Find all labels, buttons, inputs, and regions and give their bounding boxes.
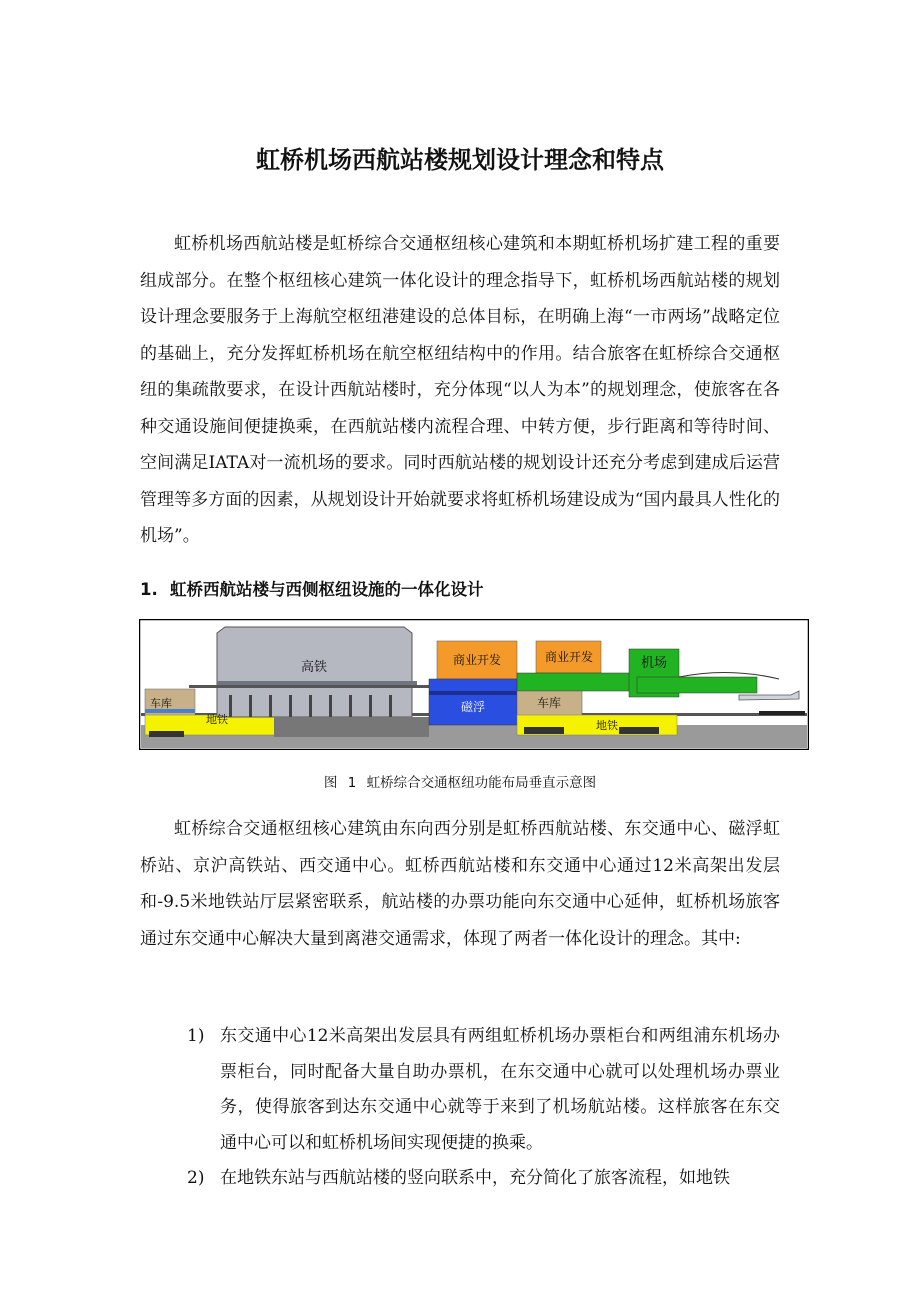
apron-line xyxy=(759,711,805,715)
label-hsr: 高铁 xyxy=(300,660,328,675)
section-heading-text: 虹桥西航站楼与西侧枢纽设施的一体化设计 xyxy=(170,580,484,599)
metro-train-right xyxy=(524,727,564,734)
list-marker-2: 2) xyxy=(187,1168,205,1188)
metro-train-left xyxy=(149,731,184,737)
paragraph-2: 虹桥综合交通枢纽核心建筑由东向西分别是虹桥西航站楼、东交通中心、磁浮虹桥站、京沪高铁站、西交通中心。虹桥西航站楼和东交通中心通过12米高架出发层和-9.5米地铁站厅层紧密联系，航站楼的办票功能向东交通中心延伸，虹桥机场旅客通过东交通中心解决大量到离港交通需求，体现了两者一体化设计的理念。其中: xyxy=(140,819,780,949)
list-text-1: 东交通中心12米高架出发层具有两组虹桥机场办票柜台和两组浦东机场办票柜台，同时配备大量自助办票机，在东交通中心就可以处理机场办票业务，使得旅客到达东交通中心就等于来到了机场航站楼。这样旅客在东交通中心可以和虹桥机场间实现便捷的换乘。 xyxy=(220,1026,780,1153)
figure-1 xyxy=(139,619,809,750)
label-airport: 机场 xyxy=(640,656,668,671)
terminal-pier xyxy=(637,677,757,693)
label-maglev: 磁浮 xyxy=(460,700,486,714)
label-metro-right: 地铁 xyxy=(596,719,618,732)
label-commercial-1: 商业开发 xyxy=(452,653,502,667)
section-number: 1. xyxy=(140,580,158,599)
hub-section-diagram xyxy=(139,619,809,750)
metro-train-right-2 xyxy=(619,727,659,734)
figure-caption: 图 1 虹桥综合交通枢纽功能布局垂直示意图 xyxy=(323,775,597,791)
maglev-stripe xyxy=(429,691,517,695)
list-text-2: 在地铁东站与西航站楼的竖向联系中，充分简化了旅客流程，如地铁 xyxy=(220,1168,730,1188)
label-commercial-2: 商业开发 xyxy=(544,650,594,664)
list-marker-1: 1) xyxy=(187,1026,205,1046)
list-item-1 xyxy=(187,1019,780,1161)
intro-paragraph: 虹桥机场西航站楼是虹桥综合交通枢纽核心建筑和本期虹桥机场扩建工程的重要组成部分。在整个枢纽核心建筑一体化设计的理念指导下，虹桥机场西航站楼的规划设计理念要服务于上海航空枢纽港建设的总体目标，在明确上海“一市两场”战略定位的基础上，充分发挥虹桥机场在航空枢纽结构中的作用。结合旅客在虹桥综合交通枢纽的集疏散要求，在设计西航站楼时，充分体现“以人为本”的规划理念，使旅客在各种交通设施间便捷换乘，在西航站楼内流程合理、中转方便，步行距离和等待时间、空间满足IATA对一流机场的要求。同时西航站楼的规划设计还充分考虑到建成后运营管理等多方面的因素，从规划设计开始就要求将虹桥机场建设成为“国内最具人性化的机场”。 xyxy=(140,234,780,546)
label-garage-left: 车库 xyxy=(150,697,172,710)
page-title: 虹桥机场西航站楼规划设计理念和特点 xyxy=(256,146,664,174)
label-garage-right: 车库 xyxy=(536,696,562,710)
section-heading xyxy=(140,576,484,600)
hsr-platforms xyxy=(274,717,429,737)
elevated-road xyxy=(189,685,434,688)
terminal-connector xyxy=(517,673,637,691)
label-metro-left: 地铁 xyxy=(206,713,228,726)
list-item-2 xyxy=(187,1161,780,1197)
